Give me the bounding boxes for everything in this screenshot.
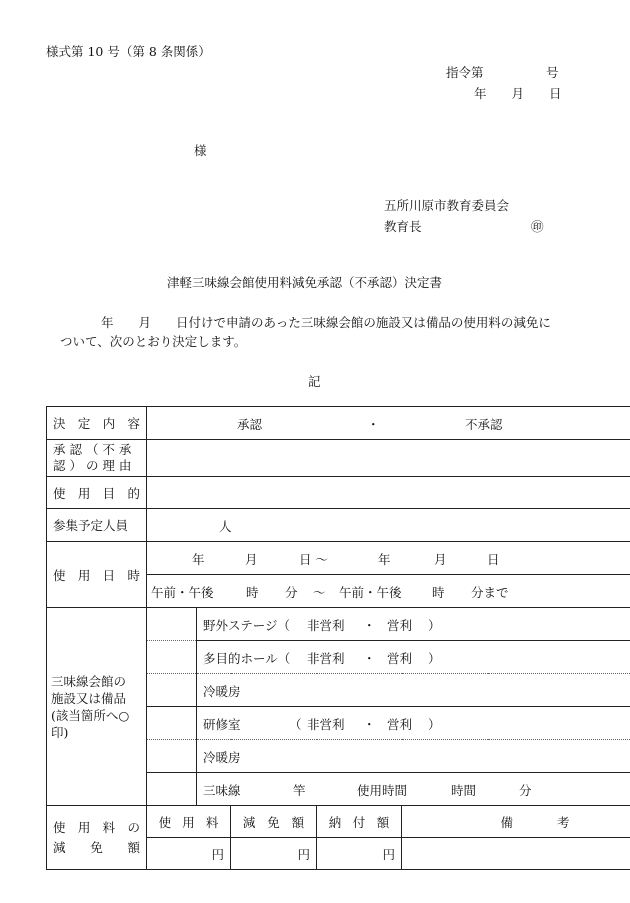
decision-options <box>147 407 630 440</box>
facility-outdoor-stage: 野外ステージ（ 非営利 ・ 営利 ） <box>197 608 630 641</box>
label-datetime: 使 用 日 時 <box>47 542 147 608</box>
facility-training-ac: 冷暖房 <box>197 740 630 773</box>
attendees-field[interactable] <box>147 509 630 542</box>
ki-heading: 記 <box>308 374 321 389</box>
payment-amount-field[interactable]: 円 <box>317 838 402 870</box>
mark-cell-hall-ac[interactable] <box>147 674 197 707</box>
attendees-unit: 人 <box>219 519 232 534</box>
addressee-suffix: 様 <box>194 143 207 158</box>
header-reduction: 減 免 額 <box>231 806 317 838</box>
body-line-1: 年 月 日付けで申請のあった三味線会館の施設又は備品の使用料の減免に <box>101 315 551 330</box>
row-fee-headers <box>47 806 630 838</box>
header-fee: 使 用 料 <box>147 806 231 838</box>
body-line-2: ついて、次のとおり決定します。 <box>60 334 247 349</box>
row-reason <box>47 440 630 477</box>
row-datetime-dates <box>47 542 630 575</box>
row-facility-outdoor-stage <box>47 608 630 641</box>
mark-cell-training[interactable] <box>147 707 197 740</box>
label-attendees: 参集予定人員 <box>47 509 147 542</box>
header-remarks: 備 考 <box>402 806 630 838</box>
issuer-title: 教育長 <box>384 219 422 234</box>
remarks-field[interactable] <box>402 838 630 870</box>
option-reject[interactable]: 不承認 <box>465 417 503 432</box>
option-approve[interactable]: 承認 <box>237 417 263 432</box>
datetime-dates-field[interactable]: 年 月 日 ～ 年 月 日 <box>147 542 630 575</box>
label-fees: 使 用 料 の 減 免 額 <box>47 806 147 870</box>
reference-number: 指令第 号 <box>446 65 559 80</box>
row-attendees <box>47 509 630 542</box>
option-separator: ・ <box>367 417 380 432</box>
purpose-field[interactable] <box>147 477 630 509</box>
facility-hall-ac: 冷暖房 <box>197 674 630 707</box>
issuer-organization: 五所川原市教育委員会 <box>384 198 510 213</box>
facility-hall: 多目的ホール（ 非営利 ・ 営利 ） <box>197 641 630 674</box>
mark-cell-training-ac[interactable] <box>147 740 197 773</box>
reason-field[interactable] <box>147 440 630 477</box>
fee-amount-field[interactable]: 円 <box>147 838 231 870</box>
decision-table <box>46 406 630 870</box>
document-title: 津軽三味線会館使用料減免承認（不承認）決定書 <box>167 275 443 290</box>
datetime-times-field[interactable]: 午前・午後 時 分 ～ 午前・午後 時 分まで <box>147 575 630 608</box>
reduction-amount-field[interactable]: 円 <box>231 838 317 870</box>
label-purpose: 使 用 目 的 <box>47 477 147 509</box>
mark-cell-hall[interactable] <box>147 641 197 674</box>
seal-mark: ㊞ <box>531 219 544 234</box>
mark-cell-outdoor-stage[interactable] <box>147 608 197 641</box>
mark-cell-shamisen[interactable] <box>147 773 197 806</box>
header-payment: 納 付 額 <box>317 806 402 838</box>
issue-date: 年 月 日 <box>474 86 562 101</box>
label-decision: 決 定 内 容 <box>47 407 147 440</box>
row-purpose <box>47 477 630 509</box>
facility-training: 研修室 （ 非営利 ・ 営利 ） <box>197 707 630 740</box>
label-reason: 承 認 （ 不 承 認 ） の 理 由 <box>47 440 147 477</box>
facility-shamisen: 三味線 竿 使用時間 時間 分 <box>197 773 630 806</box>
label-facilities: 三味線会館の 施設又は備品 (該当箇所へ○ 印) <box>47 608 147 806</box>
row-decision <box>47 407 630 440</box>
form-number: 様式第 10 号（第 8 条関係） <box>46 44 211 59</box>
